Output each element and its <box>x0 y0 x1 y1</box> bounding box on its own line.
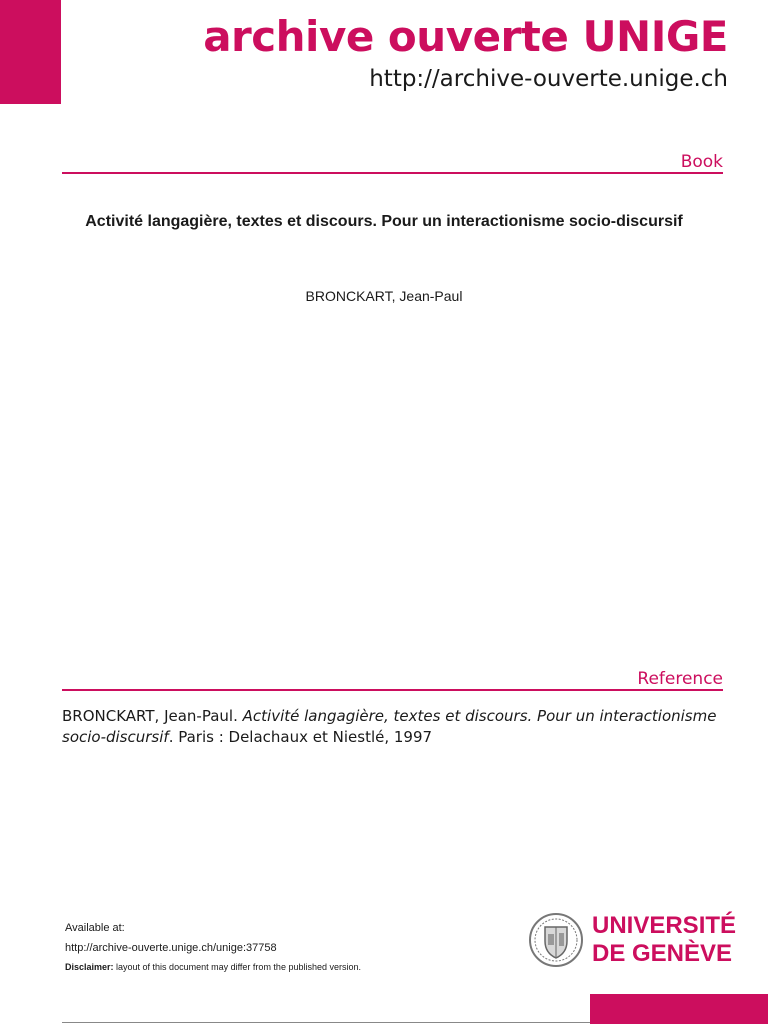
citation-publisher: . Paris : Delachaux et Niestlé, 1997 <box>168 728 433 746</box>
citation-title: Activité langagière, textes et discours. Pour un interactionisme socio-discursif <box>62 707 717 746</box>
university-name-line1: UNIVERSITÉ <box>592 912 737 939</box>
available-url[interactable]: http://archive-ouverte.unige.ch/unige:37758 <box>65 942 277 954</box>
reference-label: Reference <box>637 669 723 689</box>
university-name-line2: DE GENÈVE <box>592 940 733 967</box>
availability <box>65 918 277 958</box>
disclaimer-label: Disclaimer: <box>65 962 114 972</box>
document-author: BRONCKART, Jean-Paul <box>305 288 463 304</box>
document-type-label: Book <box>680 152 723 172</box>
disclaimer-text: layout of this document may differ from the published version. <box>113 962 361 972</box>
document-title: Activité langagière, textes et discours. Pour un interactionisme socio-discursif <box>85 213 683 230</box>
archive-title: archive ouverte UNIGE <box>203 12 728 61</box>
university-seal-icon <box>528 912 584 968</box>
university-name <box>592 912 736 968</box>
type-divider <box>62 172 723 174</box>
citation-author: BRONCKART, Jean-Paul. <box>62 707 238 725</box>
reference-citation <box>62 706 723 748</box>
footer-line <box>62 1022 590 1023</box>
available-label: Available at: <box>65 922 125 934</box>
footer-block <box>590 994 768 1024</box>
disclaimer <box>65 962 361 972</box>
brand-block <box>0 0 61 104</box>
reference-divider <box>62 689 723 691</box>
archive-url[interactable]: http://archive-ouverte.unige.ch <box>369 66 728 92</box>
